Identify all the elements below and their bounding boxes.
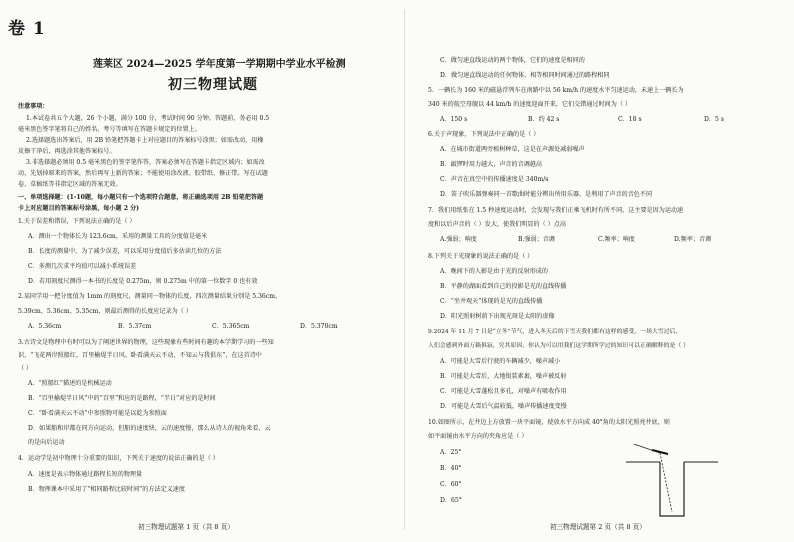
- q6-option-a: A．在城市街道两旁植树种草，这是在声源处减弱噪声: [440, 146, 585, 153]
- question-5-stem: 5．一辆长为 160 米的磁悬浮列车在南路中以 56 km/h 的速度水平匀速运动，未速上一辆长为: [428, 87, 684, 94]
- question-8-stem: 8.下列关于光现象的说法正确的是（ ）: [428, 253, 534, 260]
- question-10-stem: 10.如图所示，在井边上方放置一块平面镜，使放水平方向成 40°角的太阳光照亮井底，则: [428, 419, 670, 426]
- q5-option-d: D．5 s: [704, 116, 724, 123]
- page-footer: 初三物理试题第 2 页（共 8 页）: [550, 523, 646, 531]
- exam-subtitle: 初三物理试题: [168, 77, 258, 93]
- section-heading: 一、单项选择题：(1-10题，每小题只有一个选项符合题意，将正确选项用 2B 铅笔把答题: [18, 194, 264, 201]
- question-4-stem: 4．运动学是初中物理十分重要的知识，下列关于速度的说法正确的是（ ）: [18, 455, 219, 462]
- question-3-stem: 识，“飞花两岸照船红，百里榆堤半日风。卧看满天云不动，不知云与我俱东”，在这首诗中: [18, 352, 262, 359]
- q8-option-d: D．阳光照射树荫下出现光斑是太阳的虚像: [440, 313, 555, 320]
- q4-option-d: D．做匀速直线运动的任何物体，相等相同时间通过的路程相同: [440, 72, 610, 79]
- question-3-stem: （ ）: [18, 365, 33, 372]
- q8-option-b: B．平静的湖面看到自己的投影是光的直线传播: [440, 283, 567, 290]
- notice-line: 皮擦干净后，再选涂其他答案标号。: [18, 148, 116, 155]
- q9-option-d: D．可能是大雪后气温较低，噪声传播速度变慢: [440, 403, 567, 410]
- q3-option-b: B．“百里榆堤半日风”中的“百里”和应的是路程，“半日”对应的是时间: [28, 395, 216, 402]
- q5-option-b: B．约 42 s: [528, 116, 560, 123]
- notice-line: 卷、草稿纸等非指定区域的答案无效。: [18, 181, 122, 188]
- well-walls: [660, 462, 684, 516]
- notice-line: 动，先划掉原来的答案，然后再写上新的答案；不能使用涂改液、胶带纸、修正带。写在试题: [18, 170, 268, 177]
- q5-option-a: A．150 s: [440, 116, 468, 123]
- notice-line: 2.选择题选出答案后，用 2B 铅笔把答题卡上对应题目的答案标号涂黑；如需改动，用橡: [26, 137, 264, 144]
- q8-option-a: A．晚间下的人影是由于光的反射形成的: [440, 268, 548, 275]
- question-2-stem: 5.39cm、5.36cm、5.35cm，则最后测得的长度应记录为（ ）: [18, 308, 192, 315]
- fold-line: [404, 10, 405, 530]
- q9-option-b: B．可能是大雪后，大地银装素裹，噪声被反射: [440, 373, 567, 380]
- q1-option-a: A．测出一个物体长为 123.6cm，采用的测量工具的分度值是毫米: [28, 233, 208, 240]
- q2-option-b: B．5.37cm: [118, 323, 152, 330]
- q1-option-c: C．多测几次求平均值可以减小系统误差: [28, 263, 137, 270]
- q2-option-d: D．5.370cm: [300, 323, 338, 330]
- q4-option-c: C．做匀速直线运动的两个物体，它们的速度是相同的: [440, 57, 585, 64]
- q7-option-c: C.频率；响度: [598, 236, 635, 243]
- question-7-stem: 7．我们用纸张在 1.5 秒速度运动时，会发现与我们正乘飞机时有所不同，这主要是因为运动速: [428, 207, 684, 214]
- notice-line: 毫米黑色签字笔将自己的姓名、考号等填写在答题卡规定的位置上。: [18, 126, 201, 133]
- notice-heading: 注意事项：: [18, 103, 49, 110]
- q2-option-c: C．5.365cm: [212, 323, 250, 330]
- q7-option-a: A.强弱；响度: [440, 236, 477, 243]
- question-3-stem: 3.古诗文是物理中有时可以为了阐述世界的物理，这些现象有些时间有趣的本学期学习的一些知: [18, 339, 274, 346]
- q7-option-b: B.强弱；音调: [518, 236, 555, 243]
- question-6-stem: 6.关于声现象，下列说法中正确的是（ ）: [428, 131, 540, 138]
- q7-option-d: D.频率；音调: [674, 236, 712, 243]
- q3-option-d: 的是向后运动: [28, 439, 65, 446]
- q10-option-b: B．40°: [440, 465, 462, 472]
- section-heading: 卡上对应题目的答案标号涂黑，每小题 2 分): [18, 205, 140, 212]
- q9-option-a: A．可能是大雪后行驶的车辆减少，噪声减小: [440, 358, 561, 365]
- q4-option-b: B．物理课本中采用了“相同路程比较时间”的方法定义速度: [28, 486, 185, 493]
- exam-title: 莲莱区 2024—2025 学年度第一学期期中学业水平检测: [93, 59, 346, 70]
- reflected-ray: [660, 453, 672, 512]
- question-2-stem: 2.某同学用一把分度值为 1mm 的刻度尺，测量同一物体的长度，四次测量结果分别是 5.36cm、: [18, 293, 282, 300]
- question-7-stem: 度和以后声音的（ ）发大，使我们明显的（ ）点高: [428, 221, 566, 228]
- question-9-stem: 人们会感到外面万籁俱寂，究其原因，你认为可以用我们这学期所学过的知识可以正确解释的是（ ）: [428, 343, 690, 349]
- well-mirror-diagram: [626, 444, 718, 520]
- question-1-stem: 1.关于误差和错误，下列说法正确的是（ ）: [18, 218, 136, 225]
- sun-ray: [634, 444, 660, 453]
- q5-option-c: C．18 s: [618, 116, 642, 123]
- q8-option-c: C．“坐井观天”体现的是光的直线传播: [440, 298, 543, 305]
- notice-line: 3.非选择题必须用 0.5 毫米黑色的签字笔作答，答案必须写在答题卡指定区域内；如需改: [26, 159, 265, 166]
- notice-line: 1.本试卷共五个大题，26 个小题，满分 100 分，考试时间 90 分钟。答题前，务必用 0.5: [26, 115, 270, 122]
- q3-option-c: C．“卧看满天云不动”中参照物可能是以乾为参照面: [28, 410, 167, 417]
- q2-option-a: A．5.36cm: [28, 323, 62, 330]
- q1-option-d: D．若用刻度尺测得一本书的长度是 0.275m，则 0.275m 中的第一位数字 0 也有效: [28, 278, 258, 285]
- q10-option-c: C．60°: [440, 481, 462, 488]
- volume-label: 卷 1: [8, 19, 46, 39]
- q6-option-b: B．敲锣时用力越大，声音的音调越高: [440, 161, 542, 168]
- question-5-stem: 340 米的航空母舰以 44 km/h 的速度迎面开来，它们交错通过时间为（ ）: [428, 101, 631, 108]
- q3-option-d: D．如果船和岸都在同方向运动，但船的速度快，云的速度慢，那么从诗人的视角来看，云: [28, 425, 271, 432]
- question-9-stem: 9.2024 年 11 月 7 日是“立冬”节气，进入冬天后的下雪天我们都有这样的感受，一场大雪过后，: [428, 329, 682, 335]
- q6-option-d: D．笛子吹乐器弹奏同一首歌曲时能分辨出所用乐器，是利用了声音的音色不同: [440, 191, 653, 198]
- question-10-stem: 如平面镜由水平方向的夹角应是（ ）: [428, 433, 528, 440]
- page-2: [418, 0, 790, 542]
- q4-option-a: A．速度是表示物体通过路程长短的物理量: [28, 471, 143, 478]
- q3-option-a: A．“照船红”描述的是机械运动: [28, 380, 112, 387]
- page-footer: 初三物理试题第 1 页（共 8 页）: [138, 523, 234, 531]
- q10-option-d: D．65°: [440, 497, 462, 504]
- q6-option-c: C．声音在真空中的传播速度是 340m/s: [440, 176, 549, 183]
- q9-option-c: C．可能是大雪蓬松且多孔，对噪声有吸收作用: [440, 388, 567, 395]
- q10-option-a: A．25°: [440, 449, 462, 456]
- q1-option-b: B．长度的测量中，为了减少误差，可以采用分度值后多估读几位的方法: [28, 248, 222, 255]
